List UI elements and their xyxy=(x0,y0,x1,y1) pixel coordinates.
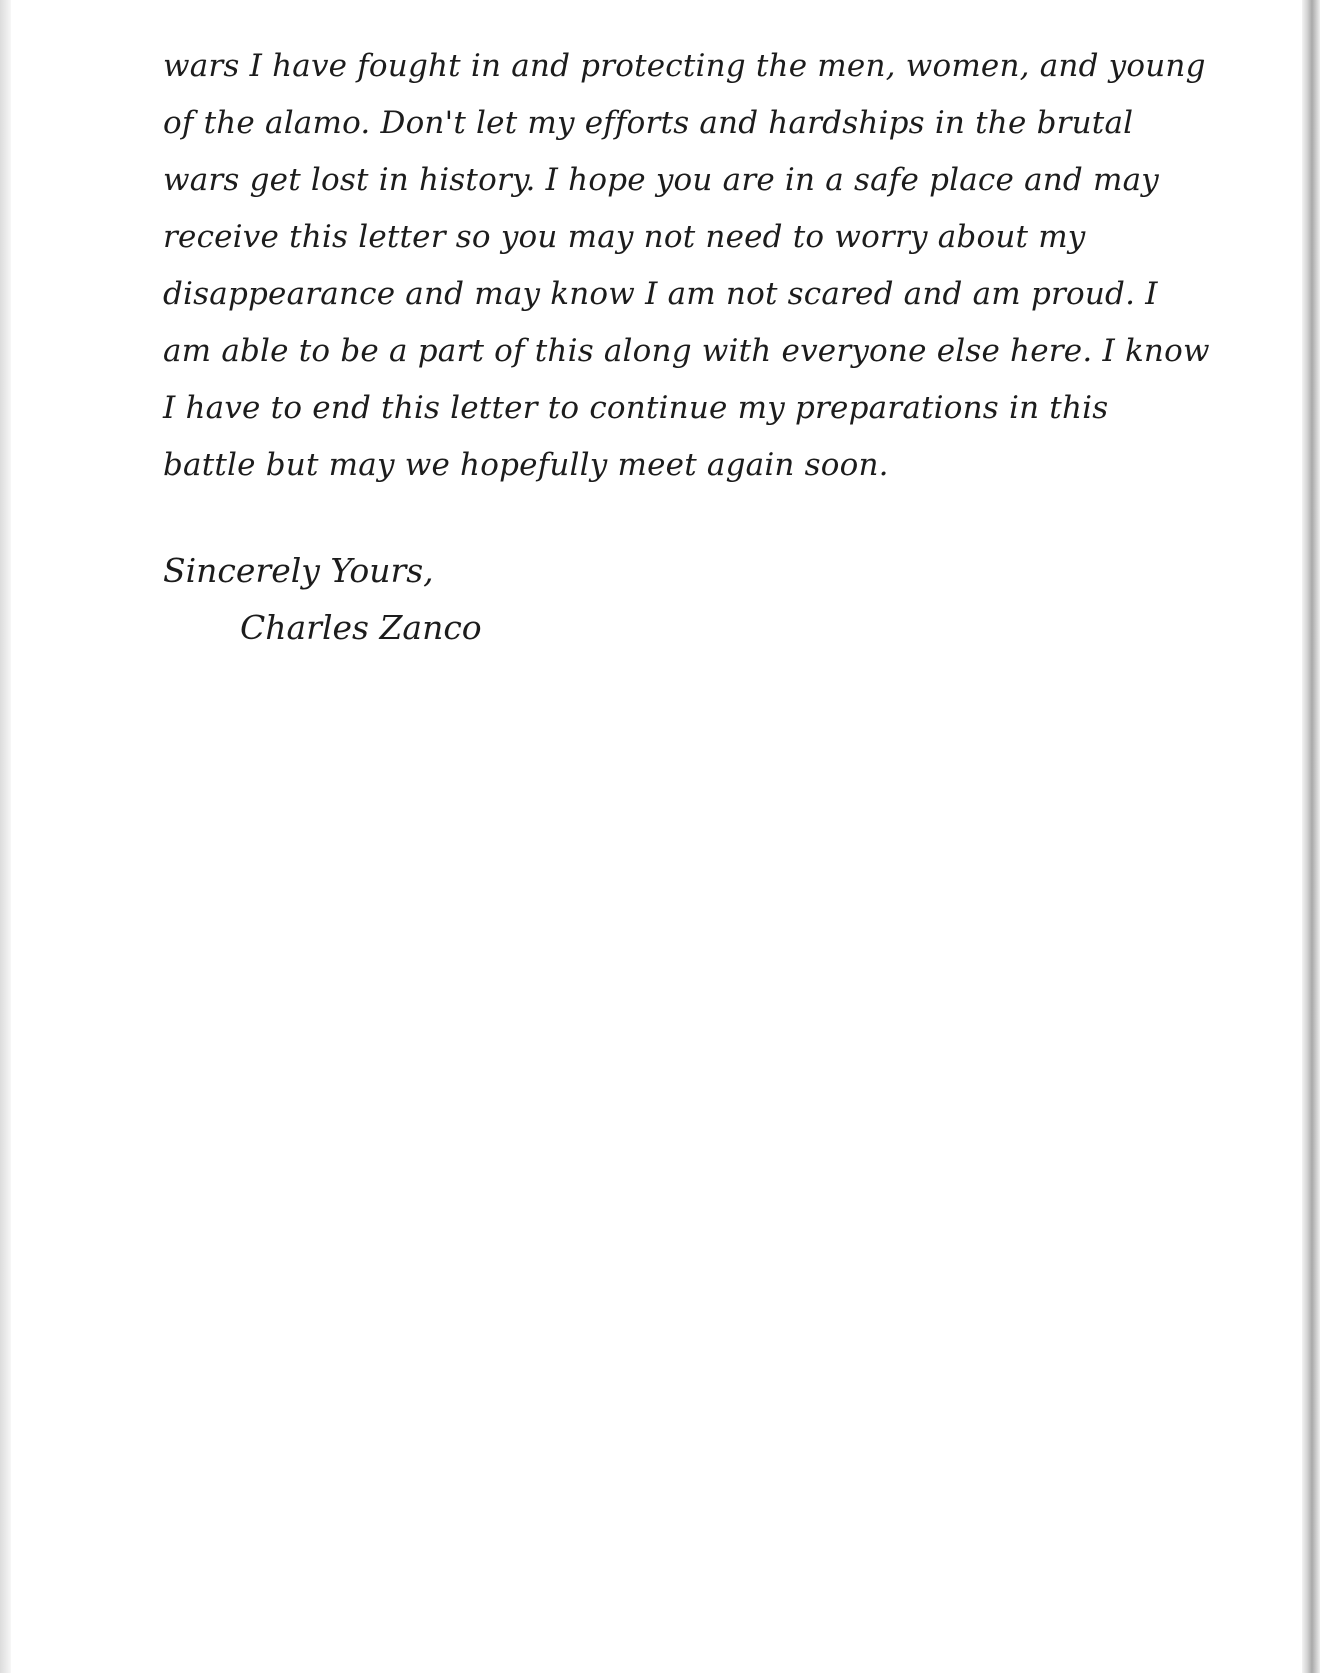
letter-signature: Charles Zanco xyxy=(240,608,482,647)
page-right-edge xyxy=(1302,0,1320,1673)
letter-line: disappearance and may know I am not scared and am proud. I xyxy=(163,276,1158,312)
letter-line: am able to be a part of this along with everyone else here. I know xyxy=(163,333,1210,369)
letter-body xyxy=(163,38,1213,494)
letter-line: wars get lost in history. I hope you are in a safe place and may xyxy=(163,162,1160,198)
letter-line: receive this letter so you may not need to worry about my xyxy=(163,219,1086,255)
letter-closing: Sincerely Yours, xyxy=(163,551,434,590)
letter-line: I have to end this letter to continue my preparations in this xyxy=(163,390,1109,426)
letter-line: wars I have fought in and protecting the men, women, and young xyxy=(163,48,1206,84)
letter-line: of the alamo. Don't let my efforts and hardships in the brutal xyxy=(163,105,1134,141)
page-left-edge xyxy=(0,0,11,1673)
letter-line: battle but may we hopefully meet again soon. xyxy=(163,447,889,483)
